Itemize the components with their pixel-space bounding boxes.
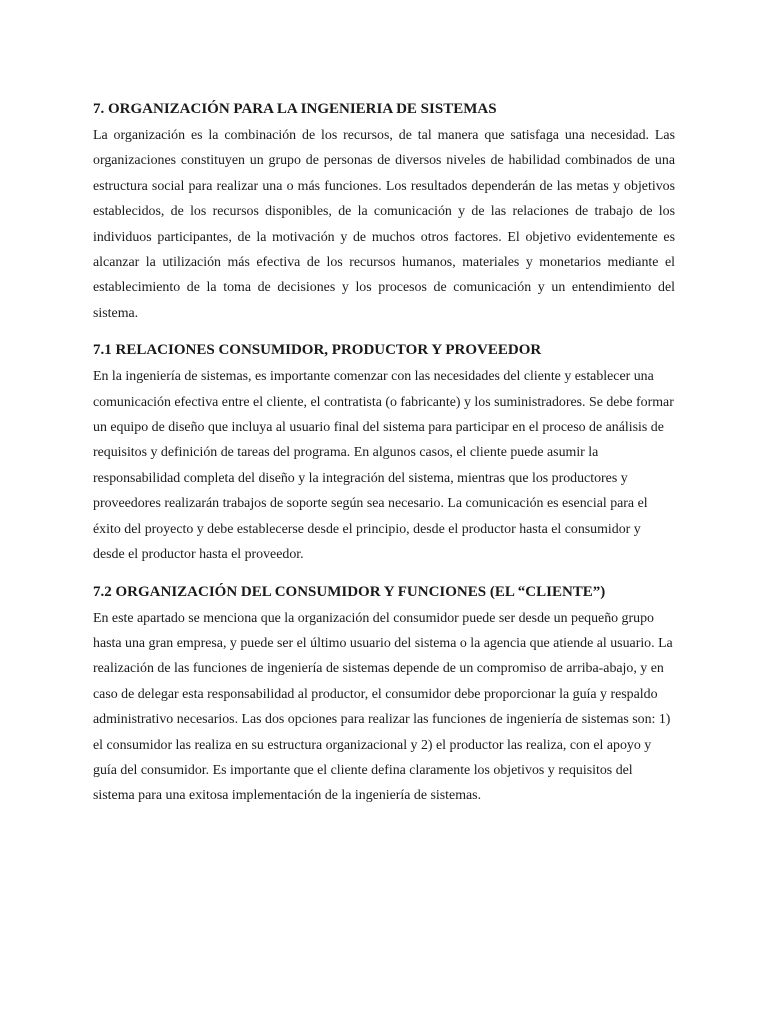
section-7-2 [93,581,675,809]
document-page [93,98,675,822]
section-heading: 7. ORGANIZACIÓN PARA LA INGENIERIA DE SISTEMAS [93,101,497,117]
section-7-1 [93,339,675,567]
section-heading: 7.2 ORGANIZACIÓN DEL CONSUMIDOR Y FUNCIONES (EL “CLIENTE”) [93,583,606,600]
section-paragraph: La organización es la combinación de los recursos, de tal manera que satisfaga una necesidad. Las organizaciones constituyen un grupo de personas de diversos niveles de habilidad combinados de una estructura social para realizar una o más funciones. Los resultados dependerán de las metas y objetivos establecidos, de los recursos disponibles, de la comunicación y de las relaciones de trabajo de los individuos participantes, de la motivación y de muchos otros factores. El objetivo evidentemente es alcanzar la utilización más efectiva de los recursos humanos, materiales y monetarios mediante el establecimiento de la toma de decisiones y los procesos de comunicación y un entendimiento del sistema. [93,128,675,321]
section-paragraph: En este apartado se menciona que la organización del consumidor puede ser desde un pequeño grupo hasta una gran empresa, y puede ser el último usuario del sistema o la agencia que atiende al usuario. La realización de las funciones de ingeniería de sistemas depende de un compromiso de arriba-abajo, y en caso de delegar esta responsabilidad al productor, el consumidor debe proporcionar la guía y respaldo administrativo necesarios. Las dos opciones para realizar las funciones de ingeniería de sistemas son: 1) el consumidor las realiza en su estructura organizacional y 2) el productor las realiza, con el apoyo y guía del consumidor. Es importante que el cliente defina claramente los objetivos y requisitos del sistema para una exitosa implementación de la ingeniería de sistemas. [93,610,673,804]
section-7 [93,98,675,326]
section-heading: 7.1 RELACIONES CONSUMIDOR, PRODUCTOR Y PROVEEDOR [93,342,542,359]
section-paragraph: En la ingeniería de sistemas, es importante comenzar con las necesidades del cliente y establecer una comunicación efectiva entre el cliente, el contratista (o fabricante) y los suministradores. Se debe formar un equipo de diseño que incluya al usuario final del sistema para participar en el proceso de análisis de requisitos y definición de tareas del programa. En algunos casos, el cliente puede asumir la responsabilidad completa del diseño y la integración del sistema, mientras que los productores y proveedores realizarán trabajos de soporte según sea necesario. La comunicación es esencial para el éxito del proyecto y debe establecerse desde el principio, desde el productor hasta el consumidor y desde el productor hasta el proveedor. [93,369,674,563]
